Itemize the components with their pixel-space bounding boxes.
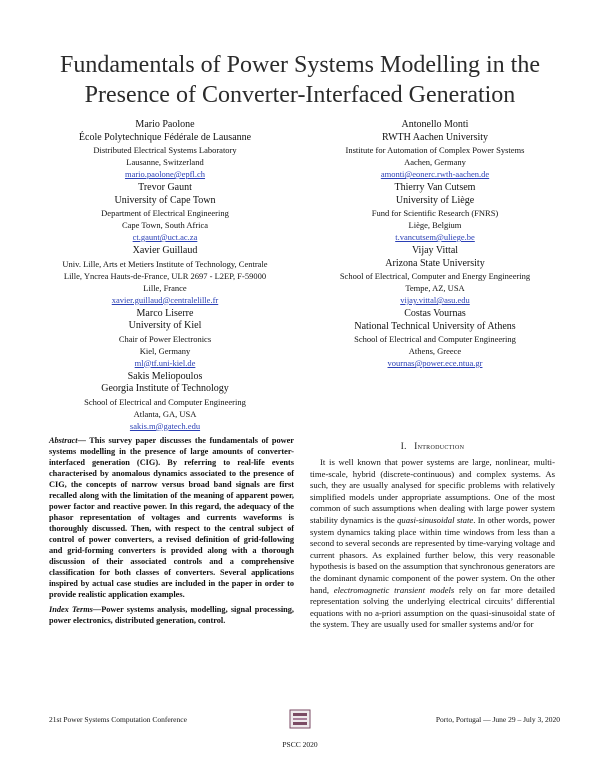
author-affiliation-line: Tempe, AZ, USA	[405, 283, 465, 293]
pscc-logo-icon	[288, 708, 312, 730]
author-institution: National Technical University of Athens	[354, 320, 516, 332]
authors-right-column	[310, 119, 560, 371]
intro-emphasis-2: electromagnetic transient models	[333, 584, 455, 595]
abstract-text: — This survey paper discusses the fundamentals of power systems modelling in the presence of large amounts of converter-interfaced generation (CIG). By referring to real-life events characterised by anomalous dynamics associated to the presence of CIG, the concepts of narrow versus broad band signals are first recalled along with the limitation of the meaning of apparent power, power factor and reactive power. In this regard, the adequacy of the phasor representation of voltages and currents waveforms is thoroughly discussed. Then, with respect to the central subject of control of power converters, a revised definition of grid-following and grid-forming converters is provided along with a thorough discussion of their associated controls and a comprehensive classification for both classes of converters. Several applications inspired by actual case studies are included in the paper in order to provide realistic application examples.	[49, 436, 294, 599]
abstract-lead: Abstract	[49, 436, 78, 445]
author-email-link[interactable]: amonti@eonerc.rwth-aachen.de	[380, 169, 490, 179]
author-name: Xavier Guillaud	[132, 245, 198, 256]
section-heading	[310, 441, 555, 451]
author-email-link[interactable]: t.vancutsem@uliege.be	[395, 232, 475, 242]
author-institution: Arizona State University	[385, 257, 485, 269]
author-affiliation-line: Athens, Greece	[408, 346, 462, 356]
author-email-link[interactable]: ml@tf.uni-kiel.de	[134, 357, 196, 368]
author-affiliation-line: Chair of Power Electronics	[118, 333, 212, 344]
introduction-text	[310, 457, 555, 631]
index-terms	[49, 604, 294, 626]
author-affiliation-line: School of Electrical and Computer Engineering	[354, 334, 516, 344]
footer-conference: 21st Power Systems Computation Conference	[49, 715, 187, 724]
author-affiliation-line: Lille, Yncrea Hauts-de-France, ULR 2697 - L2EP, F-59000	[63, 270, 267, 281]
author-institution: University of Cape Town	[114, 194, 216, 206]
intro-part-2: . In other words, power system dynamics taking place within time windows from less than a second to several seconds are represented by time-varying voltage and current phasors. As explained further below, this very reasonable hypothesis is based on the assumption that synchronous generators are the dominant dynamic component of the power system. On the other hand,	[310, 514, 555, 595]
footer-pscc: PSCC 2020	[282, 740, 318, 749]
author-institution: RWTH Aachen University	[381, 131, 489, 143]
author-affiliation-line: School of Electrical and Computer Engineering	[84, 396, 246, 407]
section-title: Introduction	[414, 441, 465, 451]
intro-paragraph	[310, 457, 555, 631]
intro-part-1: It is well known that power systems are large, nonlinear, multi-time-scale, hybrid (discrete-continuous) and complex systems. As such, they are usually analysed for specific problems with relatively simplified models under appropriate assumptions. One of the most common of such assumptions when dealing with large power system stability dynamics is the	[310, 457, 555, 525]
author-block	[310, 308, 560, 369]
author-block	[40, 245, 290, 306]
author-email-link[interactable]: sakis.m@gatech.edu	[129, 420, 201, 431]
author-institution: Georgia Institute of Technology	[101, 383, 229, 394]
abstract	[49, 435, 294, 600]
author-name: Thierry Van Cutsem	[394, 182, 476, 193]
author-affiliation-line: School of Electrical, Computer and Energy Engineering	[339, 271, 531, 281]
footer-location-date: Porto, Portugal — June 29 – July 3, 2020	[435, 715, 560, 724]
author-name: Trevor Gaunt	[138, 182, 192, 193]
author-name: Mario Paolone	[135, 119, 195, 130]
author-affiliation-line: Distributed Electrical Systems Laboratory	[93, 145, 237, 155]
author-affiliation-line: Atlanta, GA, USA	[133, 408, 197, 419]
author-affiliation-line: Department of Electrical Engineering	[101, 208, 229, 218]
author-affiliation-line: Lille, France	[143, 282, 187, 293]
index-terms-lead: Index Terms	[49, 605, 93, 614]
title-line-1: Fundamentals of Power Systems Modelling in the	[60, 52, 540, 78]
author-affiliation-line: Kiel, Germany	[139, 345, 191, 356]
author-email-link[interactable]: ct.gaunt@uct.ac.za	[132, 232, 198, 242]
author-block	[310, 182, 560, 243]
title-line-2: Presence of Converter-Interfaced Generation	[84, 82, 516, 108]
author-email-link[interactable]: mario.paolone@epfl.ch	[124, 169, 206, 179]
author-block	[310, 119, 560, 180]
author-affiliation-line: Cape Town, South Africa	[121, 220, 209, 230]
author-institution: École Polytechnique Fédérale de Lausanne	[78, 131, 252, 143]
intro-part-3: rely on far more detailed representation solving the underlying electrical circuits’ differential equations with no a-priori assumption on the quasi-sinusoidal state of the system. They are usually used for smaller systems and/or for	[310, 584, 555, 630]
intro-emphasis-1: quasi-sinusoidal state	[397, 514, 474, 525]
author-affiliation-line: Institute for Automation of Complex Power Systems	[345, 145, 525, 155]
author-name: Marco Liserre	[136, 307, 194, 319]
author-affiliation-line: Univ. Lille, Arts et Metiers Institute of Technology, Centrale	[62, 258, 268, 269]
author-name: Vijay Vittal	[411, 245, 459, 256]
author-affiliation-line: Aachen, Germany	[404, 157, 466, 167]
index-terms-text: —Power systems analysis, modelling, signal processing, power electronics, distributed generation, control.	[49, 605, 295, 625]
author-email-link[interactable]: vijay.vittal@asu.edu	[400, 295, 470, 305]
author-affiliation-line: Lausanne, Switzerland	[126, 157, 204, 167]
author-name: Antonello Monti	[401, 119, 469, 130]
author-name: Costas Vournas	[404, 308, 466, 319]
section-number: I.	[400, 441, 407, 451]
author-institution: University of Liège	[395, 194, 475, 206]
author-name: Sakis Meliopoulos	[127, 370, 203, 382]
author-email-link[interactable]: vournas@power.ece.ntua.gr	[387, 358, 483, 368]
author-block	[40, 371, 290, 432]
author-block	[310, 245, 560, 306]
author-institution: University of Kiel	[128, 320, 202, 331]
author-email-link[interactable]: xavier.guillaud@centralelille.fr	[111, 294, 219, 305]
author-block	[40, 182, 290, 243]
paper-title	[0, 50, 600, 110]
author-block	[40, 119, 290, 180]
author-block	[40, 308, 290, 369]
author-affiliation-line: Fund for Scientific Research (FNRS)	[371, 208, 499, 218]
authors-left-column	[40, 119, 290, 434]
author-affiliation-line: Liège, Belgium	[408, 220, 462, 230]
